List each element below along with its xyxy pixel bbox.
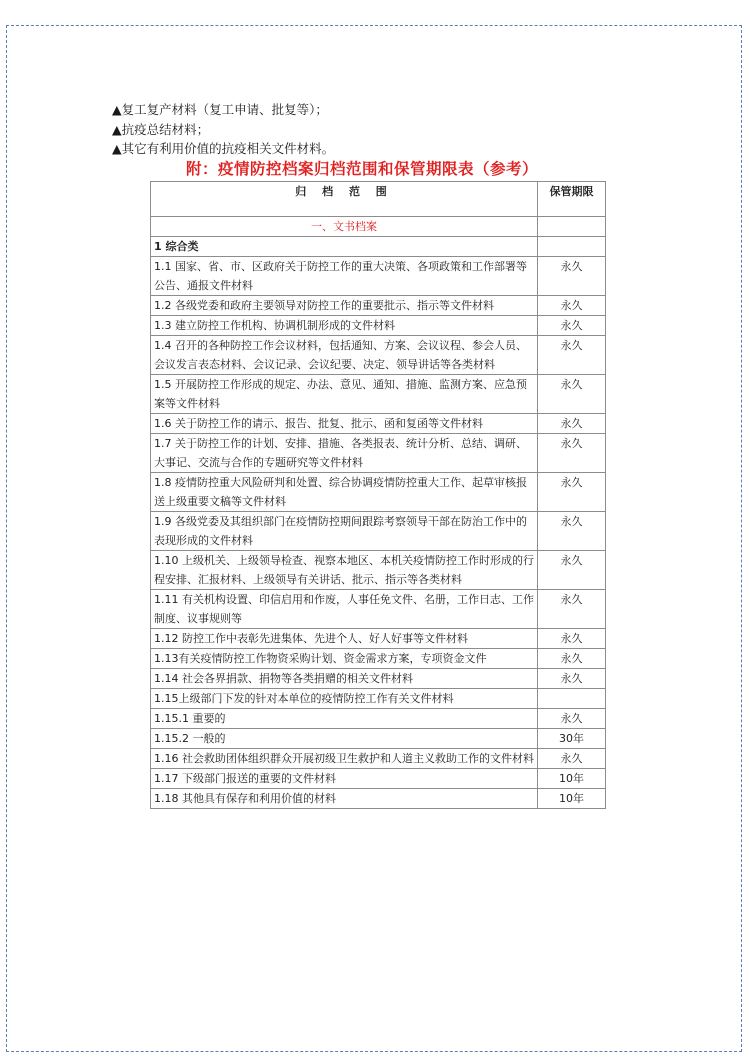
- scope-cell: 1.13有关疫情防控工作物资采购计划、资金需求方案，专项资金文件: [151, 649, 538, 669]
- table-row: [151, 709, 606, 729]
- scope-cell: 1.9 各级党委及其组织部门在疫情防控期间跟踪考察领导干部在防治工作中的表现形成的文件材料: [151, 512, 538, 551]
- scope-cell: 1.2 各级党委和政府主要领导对防控工作的重要批示、指示等文件材料: [151, 296, 538, 316]
- period-cell: 永久: [538, 512, 606, 551]
- header-period: 保管期限: [538, 182, 606, 217]
- scope-cell: 1.4 召开的各种防控工作会议材料，包括通知、方案、会议议程、参会人员、会议发言表态材料、会议记录、会议纪要、决定、领导讲话等各类材料: [151, 336, 538, 375]
- period-cell: 永久: [538, 257, 606, 296]
- table-row: [151, 729, 606, 749]
- scope-cell: 1.15上级部门下发的针对本单位的疫情防控工作有关文件材料: [151, 689, 538, 709]
- period-cell: 永久: [538, 669, 606, 689]
- period-cell: 永久: [538, 749, 606, 769]
- table-header-row: [151, 182, 606, 217]
- bullet-item: ▲复工复产材料（复工申请、批复等）；: [112, 102, 328, 117]
- table-row: [151, 414, 606, 434]
- table-row: [151, 551, 606, 590]
- period-cell: 永久: [538, 414, 606, 434]
- scope-cell: 1.14 社会各界捐款、捐物等各类捐赠的相关文件材料: [151, 669, 538, 689]
- period-cell: 永久: [538, 296, 606, 316]
- table-row: [151, 689, 606, 709]
- scope-cell: 1.3 建立防控工作机构、协调机制形成的文件材料: [151, 316, 538, 336]
- table-row: [151, 512, 606, 551]
- period-cell: 永久: [538, 551, 606, 590]
- period-cell: 永久: [538, 709, 606, 729]
- table-row: [151, 789, 606, 809]
- scope-cell: 1.6 关于防控工作的请示、报告、批复、批示、函和复函等文件材料: [151, 414, 538, 434]
- period-cell: 10年: [538, 769, 606, 789]
- bullet-item: ▲其它有利用价值的抗疫相关文件材料。: [112, 141, 335, 156]
- table-row: [151, 749, 606, 769]
- table-row: [151, 473, 606, 512]
- group-row: [151, 237, 606, 257]
- bullet-list: [112, 100, 334, 159]
- scope-cell: 1.15.1 重要的: [151, 709, 538, 729]
- scope-cell: 1.17 下级部门报送的重要的文件材料: [151, 769, 538, 789]
- scope-cell: 1.7 关于防控工作的计划、安排、措施、各类报表、统计分析、总结、调研、大事记、交流与合作的专题研究等文件材料: [151, 434, 538, 473]
- table-row: [151, 434, 606, 473]
- scope-cell: 1.15.2 一般的: [151, 729, 538, 749]
- period-cell: 永久: [538, 649, 606, 669]
- table-row: [151, 769, 606, 789]
- table-row: [151, 629, 606, 649]
- group-period-cell: [538, 237, 606, 257]
- scope-cell: 1.11 有关机构设置、印信启用和作废，人事任免文件、名册，工作日志、工作制度、议事规则等: [151, 590, 538, 629]
- table-row: [151, 257, 606, 296]
- group-label: 1 综合类: [151, 237, 538, 257]
- archive-table: [150, 181, 606, 809]
- table-row: [151, 669, 606, 689]
- header-scope: 归 档 范 围: [151, 182, 538, 217]
- period-cell: 10年: [538, 789, 606, 809]
- period-cell: 永久: [538, 434, 606, 473]
- period-cell: 永久: [538, 375, 606, 414]
- scope-cell: 1.12 防控工作中表彰先进集体、先进个人、好人好事等文件材料: [151, 629, 538, 649]
- bullet-item: ▲抗疫总结材料；: [112, 121, 210, 137]
- page-title: 附：疫情防控档案归档范围和保管期限表（参考）: [186, 159, 539, 178]
- table-row: [151, 316, 606, 336]
- period-cell: 永久: [538, 336, 606, 375]
- section-period-cell: [538, 217, 606, 237]
- period-cell: 永久: [538, 629, 606, 649]
- table-row: [151, 590, 606, 629]
- table-row: [151, 649, 606, 669]
- scope-cell: 1.10 上级机关、上级领导检查、视察本地区、本机关疫情防控工作时形成的行程安排、汇报材料、上级领导有关讲话、批示、指示等各类材料: [151, 551, 538, 590]
- period-cell: 永久: [538, 473, 606, 512]
- scope-cell: 1.1 国家、省、市、区政府关于防控工作的重大决策、各项政策和工作部署等公告、通报文件材料: [151, 257, 538, 296]
- period-cell: 永久: [538, 316, 606, 336]
- scope-cell: 1.5 开展防控工作形成的规定、办法、意见、通知、措施、监测方案、应急预案等文件材料: [151, 375, 538, 414]
- scope-cell: 1.8 疫情防控重大风险研判和处置、综合协调疫情防控重大工作、起草审核报送上级重要文稿等文件材料: [151, 473, 538, 512]
- section-row: [151, 217, 606, 237]
- scope-cell: 1.16 社会救助团体组织群众开展初级卫生救护和人道主义救助工作的文件材料: [151, 749, 538, 769]
- section-label: 一、文书档案: [151, 217, 538, 237]
- period-cell: [538, 689, 606, 709]
- table-row: [151, 296, 606, 316]
- table-row: [151, 336, 606, 375]
- period-cell: 30年: [538, 729, 606, 749]
- table-row: [151, 375, 606, 414]
- scope-cell: 1.18 其他具有保存和利用价值的材料: [151, 789, 538, 809]
- period-cell: 永久: [538, 590, 606, 629]
